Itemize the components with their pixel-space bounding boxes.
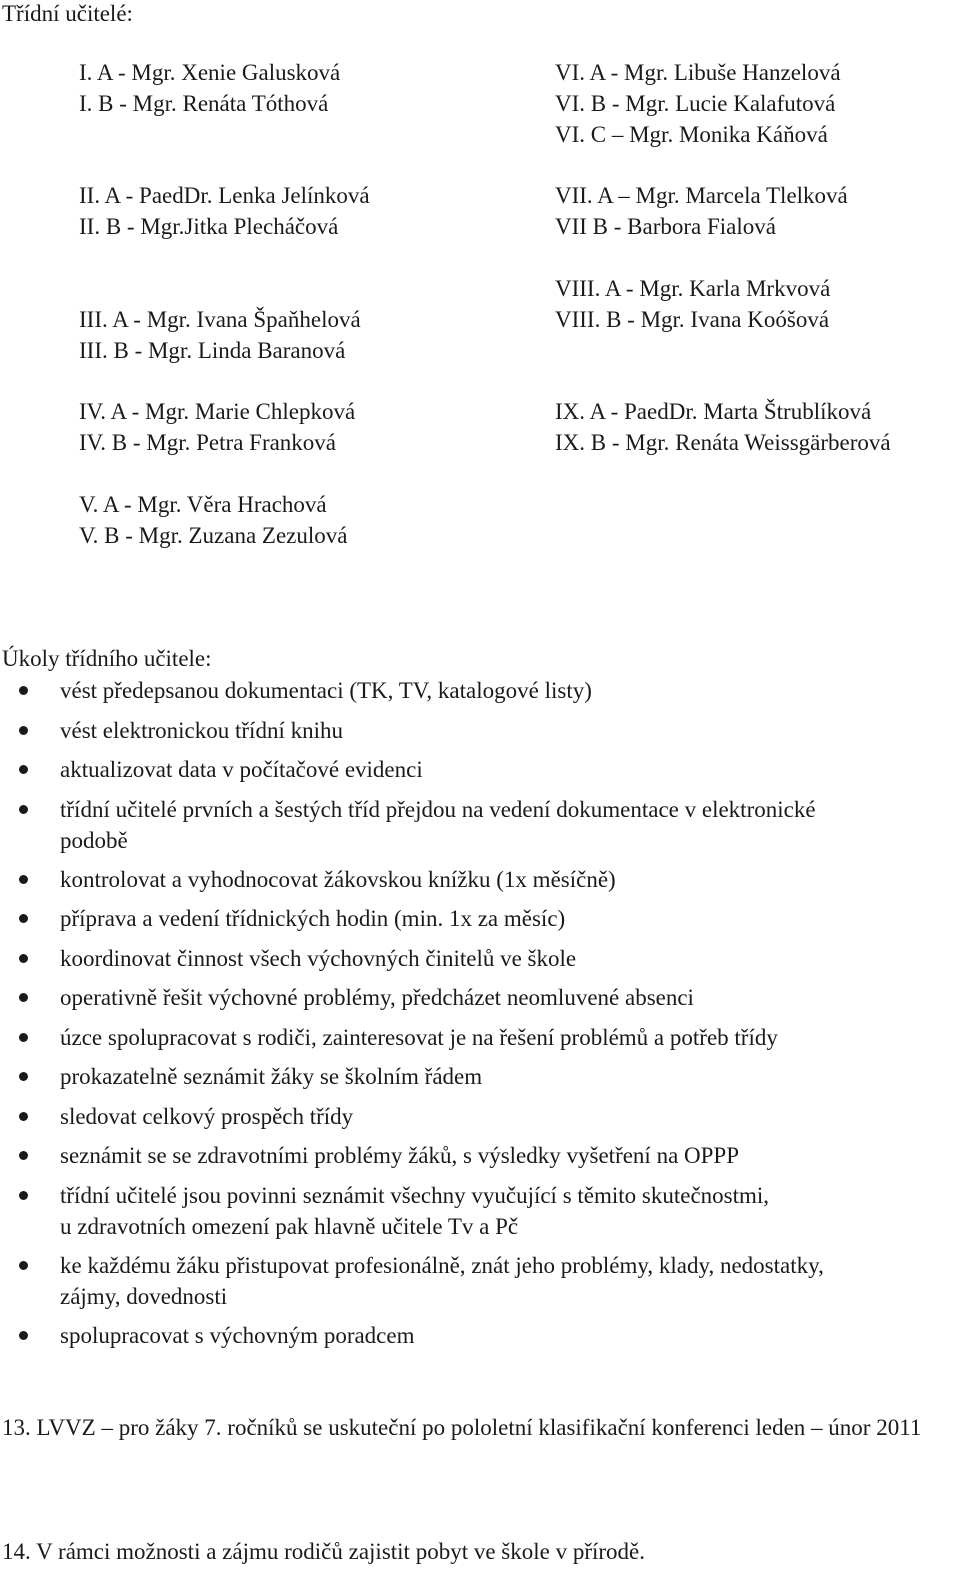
duty-item: seznámit se se zdravotními problémy žáků, s výsledky vyšetření na OPPP bbox=[60, 1143, 740, 1168]
duties-heading: Úkoly třídního učitele: bbox=[2, 646, 212, 671]
teacher-entry: II. A - PaedDr. Lenka Jelínková bbox=[79, 183, 370, 208]
duty-item: ke každému žáku přistupovat profesionálně, znát jeho problémy, klady, nedostatky, bbox=[60, 1253, 824, 1278]
bullet-icon bbox=[19, 954, 28, 963]
duty-item: kontrolovat a vyhodnocovat žákovskou knížku (1x měsíčně) bbox=[60, 867, 616, 892]
teacher-entry: VI. B - Mgr. Lucie Kalafutová bbox=[555, 91, 836, 116]
teacher-entry: VI. C – Mgr. Monika Káňová bbox=[555, 122, 828, 147]
teacher-entry: IV. B - Mgr. Petra Franková bbox=[79, 430, 337, 455]
bullet-icon bbox=[19, 1112, 28, 1121]
bullet-icon bbox=[19, 1033, 28, 1042]
duty-item-continuation: u zdravotních omezení pak hlavně učitele Tv a Pč bbox=[60, 1214, 519, 1239]
duty-item-continuation: podobě bbox=[60, 828, 128, 853]
teacher-entry: VII B - Barbora Fialová bbox=[555, 214, 776, 239]
bullet-icon bbox=[19, 1191, 28, 1200]
teacher-entry: VI. A - Mgr. Libuše Hanzelová bbox=[555, 60, 841, 85]
teacher-entry: V. B - Mgr. Zuzana Zezulová bbox=[79, 523, 348, 548]
duty-item: operativně řešit výchovné problémy, předcházet neomluvené absenci bbox=[60, 985, 694, 1010]
duty-item: sledovat celkový prospěch třídy bbox=[60, 1104, 354, 1129]
teacher-entry: III. A - Mgr. Ivana Špaňhelová bbox=[79, 307, 361, 332]
teachers-heading: Třídní učitelé: bbox=[2, 1, 133, 26]
duty-item: aktualizovat data v počítačové evidenci bbox=[60, 757, 423, 782]
bullet-icon bbox=[19, 686, 28, 695]
bullet-icon bbox=[19, 993, 28, 1002]
duty-item: úzce spolupracovat s rodiči, zainteresovat je na řešení problémů a potřeb třídy bbox=[60, 1025, 778, 1050]
teacher-entry: I. B - Mgr. Renáta Tóthová bbox=[79, 91, 329, 116]
teacher-entry: VII. A – Mgr. Marcela Tlelková bbox=[555, 183, 848, 208]
bullet-icon bbox=[19, 805, 28, 814]
bullet-icon bbox=[19, 1331, 28, 1340]
duty-item: příprava a vedení třídnických hodin (min. 1x za měsíc) bbox=[60, 906, 566, 931]
teacher-entry: VIII. B - Mgr. Ivana Koóšová bbox=[555, 307, 830, 332]
duty-item: třídní učitelé prvních a šestých tříd přejdou na vedení dokumentace v elektronické bbox=[60, 797, 816, 822]
duty-item: vést předepsanou dokumentaci (TK, TV, katalogové listy) bbox=[60, 678, 592, 703]
bullet-icon bbox=[19, 765, 28, 774]
teacher-entry: I. A - Mgr. Xenie Galusková bbox=[79, 60, 341, 85]
duty-item: vést elektronickou třídní knihu bbox=[60, 718, 343, 743]
teacher-entry: IV. A - Mgr. Marie Chlepková bbox=[79, 399, 356, 424]
duty-item: třídní učitelé jsou povinni seznámit všechny vyučující s těmito skutečnostmi, bbox=[60, 1183, 770, 1208]
duty-item: koordinovat činnost všech výchovných činitelů ve škole bbox=[60, 946, 577, 971]
item-14-paragraph: 14. V rámci možnosti a zájmu rodičů zajistit pobyt ve škole v přírodě. bbox=[2, 1539, 646, 1564]
duty-item: prokazatelně seznámit žáky se školním řádem bbox=[60, 1064, 483, 1089]
teacher-entry: IX. B - Mgr. Renáta Weissgärberová bbox=[555, 430, 891, 455]
teacher-entry: IX. A - PaedDr. Marta Štrublíková bbox=[555, 399, 872, 424]
bullet-icon bbox=[19, 1261, 28, 1270]
duty-item: spolupracovat s výchovným poradcem bbox=[60, 1323, 415, 1348]
teacher-entry: III. B - Mgr. Linda Baranová bbox=[79, 338, 346, 363]
item-13-paragraph: 13. LVVZ – pro žáky 7. ročníků se uskuteční po pololetní klasifikační konferenci leden – únor 2011 bbox=[2, 1415, 922, 1440]
bullet-icon bbox=[19, 1151, 28, 1160]
teacher-entry: II. B - Mgr.Jitka Plecháčová bbox=[79, 214, 339, 239]
duty-item-continuation: zájmy, dovednosti bbox=[60, 1284, 228, 1309]
bullet-icon bbox=[19, 1072, 28, 1081]
bullet-icon bbox=[19, 875, 28, 884]
teacher-entry: VIII. A - Mgr. Karla Mrkvová bbox=[555, 276, 831, 301]
bullet-icon bbox=[19, 914, 28, 923]
teacher-entry: V. A - Mgr. Věra Hrachová bbox=[79, 492, 327, 517]
bullet-icon bbox=[19, 726, 28, 735]
